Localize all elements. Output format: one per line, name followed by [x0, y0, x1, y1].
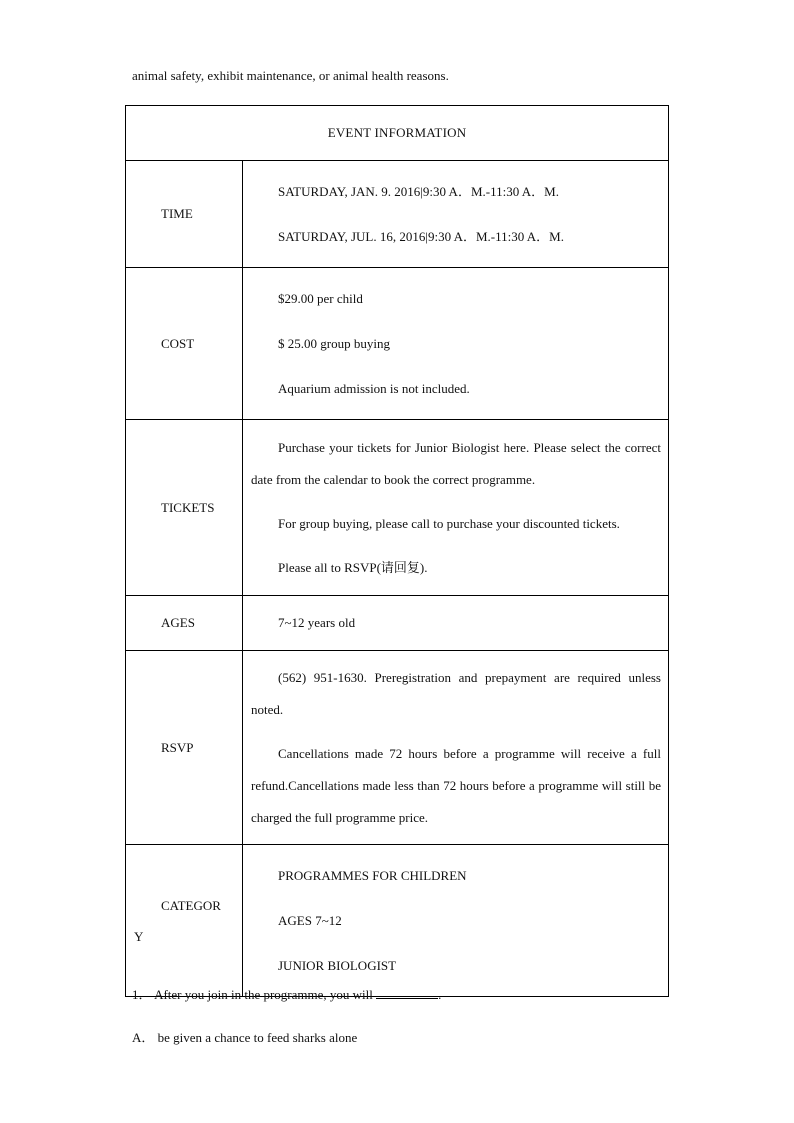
time-row [126, 161, 669, 268]
time-label: TIME [126, 161, 243, 268]
category-line-3: JUNIOR BIOLOGIST [278, 958, 397, 973]
category-label-line-2: Y [134, 928, 144, 944]
option-a[interactable] [132, 1027, 357, 1046]
question-1 [132, 984, 441, 1003]
tickets-paragraph-2: For group buying, please call to purchase your discounted tickets. [278, 515, 620, 531]
cost-line-2: $ 25.00 group buying [278, 336, 390, 351]
cost-row [126, 268, 669, 420]
rsvp-paragraph-1: (562) 951-1630. Preregistration and prepayment are required unless noted. [251, 669, 661, 717]
event-information-table [125, 105, 669, 997]
question-stem: After you join in the programme, you will [154, 987, 373, 1002]
ages-label: AGES [126, 596, 243, 651]
table-title: EVENT INFORMATION [126, 106, 669, 161]
rsvp-label: RSVP [126, 651, 243, 845]
category-label-line-1: CATEGOR [161, 897, 221, 913]
rsvp-value [243, 651, 669, 845]
category-label [126, 845, 243, 997]
category-line-2: AGES 7~12 [278, 913, 342, 928]
category-row [126, 845, 669, 997]
tickets-row [126, 420, 669, 596]
cost-line-3: Aquarium admission is not included. [278, 381, 470, 396]
cost-value [243, 268, 669, 420]
rsvp-paragraph-2: Cancellations made 72 hours before a programme will receive a full refund.Cancellations made less than 72 hours before a programme will still be charged the full programme price. [251, 745, 661, 825]
time-line-2: SATURDAY, JUL. 16, 2016|9:30 A．M.-11:30 A．M. [278, 229, 564, 244]
category-line-1: PROGRAMMES FOR CHILDREN [278, 868, 467, 883]
table-title-row [126, 106, 669, 161]
question-number: 1． [132, 987, 152, 1002]
category-value [243, 845, 669, 997]
ages-text: 7~12 years old [278, 615, 356, 630]
question-end: . [438, 987, 442, 1002]
tickets-paragraph-3: Please all to RSVP(请回复). [278, 559, 428, 575]
option-a-letter: A． [132, 1030, 155, 1045]
intro-text: animal safety, exhibit maintenance, or animal health reasons. [132, 68, 449, 83]
option-a-text: be given a chance to feed sharks alone [157, 1030, 358, 1045]
ages-value [243, 596, 669, 651]
tickets-paragraph-1: Purchase your tickets for Junior Biologist here. Please select the correct date from the calendar to book the correct programme. [251, 439, 661, 487]
cost-line-1: $29.00 per child [278, 291, 363, 306]
cost-label: COST [126, 268, 243, 420]
ages-row [126, 596, 669, 651]
answer-blank[interactable] [376, 986, 438, 999]
time-line-1: SATURDAY, JAN. 9. 2016|9:30 A．M.-11:30 A．M. [278, 184, 559, 199]
tickets-label: TICKETS [126, 420, 243, 596]
time-value [243, 161, 669, 268]
tickets-value [243, 420, 669, 596]
rsvp-row [126, 651, 669, 845]
